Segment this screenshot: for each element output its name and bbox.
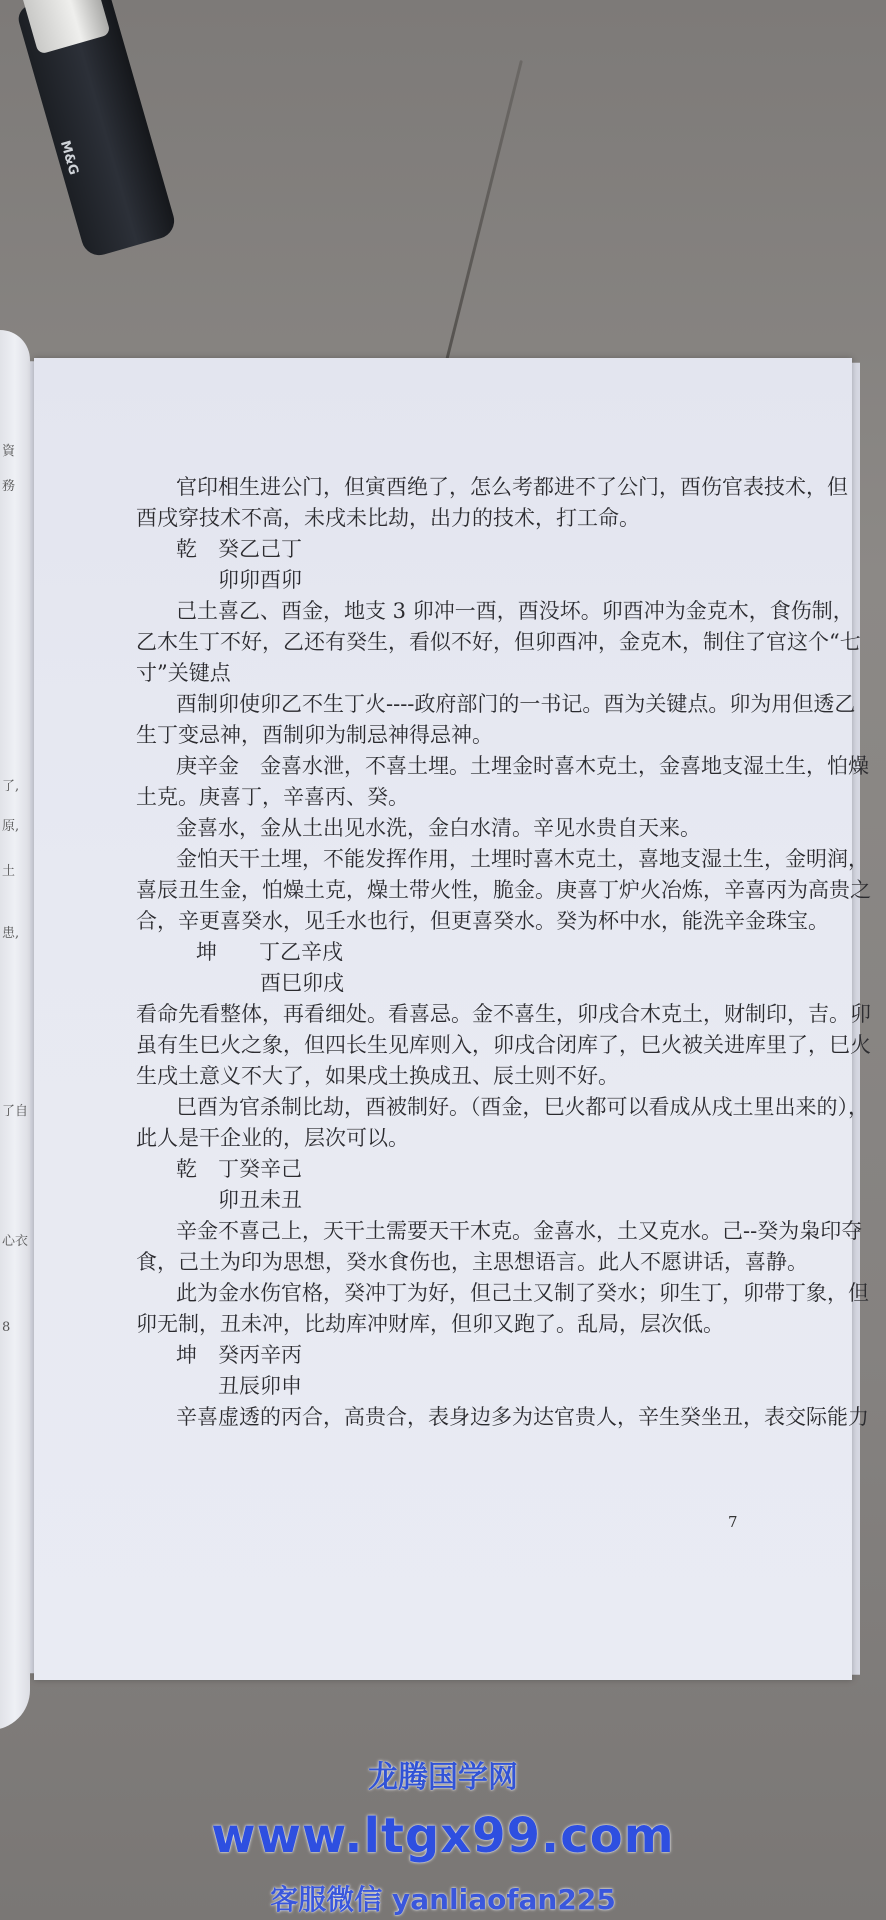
- text-line: 寸”关键点: [136, 661, 231, 685]
- text-line: 酉戌穿技术不高，未戌未比劫，出力的技术，打工命。: [136, 506, 640, 530]
- text-line: 金喜水，金从土出见水洗，金白水清。辛见水贵自天来。: [176, 816, 701, 840]
- text-line: 生戌土意义不大了，如果戌土换成丑、辰土则不好。: [136, 1064, 619, 1088]
- page-number: 7: [728, 1513, 738, 1531]
- text-line: 坤 丁乙辛戌: [196, 940, 343, 964]
- stapler-logo: M&G: [56, 139, 81, 177]
- text-line: 食，己土为印为思想，癸水食伤也，主思想语言。此人不愿讲话，喜静。: [136, 1250, 808, 1274]
- text-line: 乾 癸乙己丁: [176, 537, 302, 561]
- text-line: 己土喜乙、酉金，地支 3 卯冲一酉，酉没坏。卯酉冲为金克木，食伤制，: [176, 599, 854, 623]
- watermark-contact: 客服微信 yanliaofan225: [270, 1883, 616, 1916]
- text-line: 乙木生丁不好，乙还有癸生，看似不好，但卯酉冲，金克木，制住了官这个“七: [136, 630, 861, 654]
- text-line: 此人是干企业的，层次可以。: [136, 1126, 409, 1150]
- text-line: 酉制卯使卯乙不生丁火----政府部门的一书记。酉为关键点。卯为用但透乙: [176, 692, 856, 716]
- text-line: 乾 丁癸辛己: [176, 1157, 302, 1181]
- text-line: 合，辛更喜癸水，见壬水也行，但更喜癸水。癸为杯中水，能洗辛金珠宝。: [136, 909, 829, 933]
- left-page-fragment: 原,: [2, 819, 20, 834]
- left-page-fragment: 8: [2, 1320, 11, 1335]
- text-line: 辛喜虚透的丙合，高贵合，表身边多为达官贵人，辛生癸坐丑，表交际能力: [176, 1405, 869, 1429]
- text-line: 卯卯酉卯: [218, 568, 302, 592]
- text-line: 喜辰丑生金，怕燥土克，燥土带火性，脆金。庚喜丁炉火冶炼，辛喜丙为高贵之: [136, 878, 871, 902]
- left-page-fragment: 了自: [2, 1104, 29, 1119]
- left-page-fragment: 了,: [2, 779, 20, 794]
- stapler: [0, 0, 205, 277]
- text-line: 土克。庚喜丁，辛喜丙、癸。: [136, 785, 409, 809]
- text-line: 辛金不喜己上，天干土需要天干木克。金喜水，土又克水。己--癸为枭印夺: [176, 1219, 863, 1243]
- left-page-fragment: 資: [2, 444, 16, 459]
- text-line: 庚辛金 金喜水泄，不喜土埋。土埋金时喜木克土，金喜地支湿土生，怕燥: [176, 754, 869, 778]
- text-line: 坤 癸丙辛丙: [176, 1343, 302, 1367]
- text-line: 生丁变忌神，酉制卯为制忌神得忌神。: [136, 723, 493, 747]
- left-page-fragment: 心衣: [2, 1234, 29, 1249]
- left-page-fragment: 患,: [2, 926, 20, 941]
- text-line: 酉巳卯戌: [260, 971, 344, 995]
- text-line: 此为金水伤官格，癸冲丁为好，但己土又制了癸水；卯生丁，卯带丁象，但: [176, 1281, 869, 1305]
- text-line: 巳酉为官杀制比劫，酉被制好。（酉金，巳火都可以看成从戌土里出来的），: [176, 1095, 869, 1119]
- left-page-fragment: 土: [2, 864, 16, 879]
- text-line: 金怕天干土埋，不能发挥作用，土埋时喜木克土，喜地支湿土生，金明润，: [176, 847, 869, 871]
- text-line: 卯无制，丑未冲，比劫库冲财库，但卯又跑了。乱局，层次低。: [136, 1312, 724, 1336]
- watermark-title: 龙腾国学网: [368, 1760, 518, 1795]
- text-line: 看命先看整体，再看细处。看喜忌。金不喜生，卯戌合木克土，财制印，吉。卯: [136, 1002, 871, 1026]
- text-line: 丑辰卯申: [218, 1374, 302, 1398]
- desk-wire: [443, 60, 523, 371]
- watermark-url: www.ltgx99.com: [211, 1808, 675, 1864]
- book-page: [34, 358, 871, 1680]
- left-page-edge: [0, 330, 30, 1730]
- text-line: 官印相生进公门，但寅酉绝了，怎么考都进不了公门，酉伤官表技术，但: [176, 475, 848, 499]
- text-line: 虽有生巳火之象，但四长生见库则入，卯戌合闭库了，巳火被关进库里了，巳火: [136, 1033, 871, 1057]
- left-page-fragment: 務: [2, 479, 16, 494]
- text-line: 卯丑未丑: [218, 1188, 302, 1212]
